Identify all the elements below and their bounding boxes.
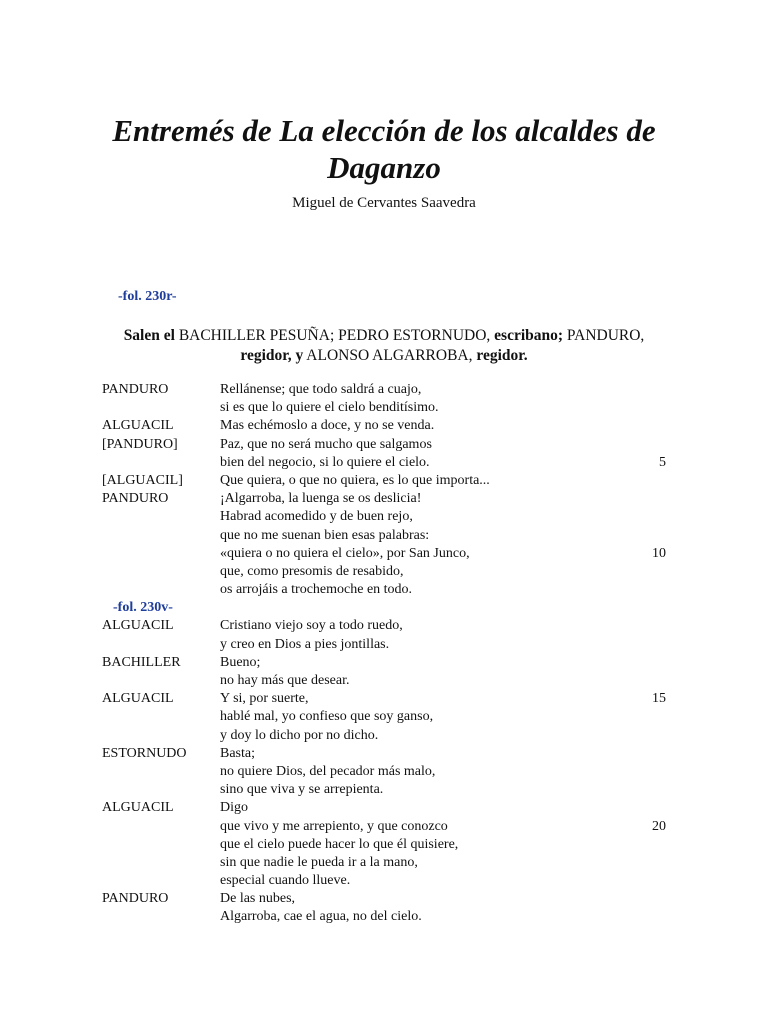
- verse-line: [0, 799, 768, 817]
- verse-text: Que quiera, o que no quiera, es lo que importa...: [220, 472, 490, 488]
- verse-text: sin que nadie le pueda ir a la mano,: [220, 854, 418, 870]
- verse-text: especial cuando llueve.: [220, 873, 351, 889]
- verse-line: [0, 836, 768, 854]
- verse-text: «quiera o no quiera el cielo», por San Junco,: [220, 545, 470, 561]
- speaker-name: ALGUACIL: [102, 418, 174, 434]
- speaker-name: PANDURO: [102, 491, 169, 507]
- line-number: 20: [652, 818, 666, 834]
- speaker-name: ALGUACIL: [102, 800, 174, 816]
- verse-text: Y si, por suerte,: [220, 691, 309, 707]
- speaker-name: ALGUACIL: [102, 691, 174, 707]
- verse-line: [0, 818, 768, 836]
- verse-text: Paz, que no será mucho que salgamos: [220, 436, 432, 452]
- verse-line: [0, 581, 768, 599]
- verse-text: no quiere Dios, del pecador más malo,: [220, 763, 436, 779]
- verse-text: que el cielo puede hacer lo que él quisiere,: [220, 836, 459, 852]
- verse-text: bien del negocio, si lo quiere el cielo.: [220, 454, 430, 470]
- verse-text: Mas echémoslo a doce, y no se venda.: [220, 418, 435, 434]
- folio-marker-230v: -fol. 230v-: [113, 600, 173, 616]
- verse-lines: [0, 381, 768, 927]
- verse-text: sino que viva y se arrepienta.: [220, 782, 384, 798]
- verse-line: [0, 636, 768, 654]
- speaker-name: PANDURO: [102, 382, 169, 397]
- verse-text: os arrojáis a trochemoche en todo.: [220, 582, 413, 598]
- stage-salen: Salen el: [123, 327, 175, 344]
- speaker-name: BACHILLER: [102, 654, 181, 670]
- verse-line: [0, 763, 768, 781]
- verse-line: [0, 617, 768, 635]
- verse-line: [0, 508, 768, 526]
- verse-line: [0, 872, 768, 890]
- stage-alonso: ALONSO ALGARROBA,: [306, 347, 473, 364]
- document-title: Entremés de La elección de los alcaldes de Daganzo: [112, 113, 656, 185]
- stage-escribano: escribano;: [494, 327, 564, 344]
- verse-text: y doy lo dicho por no dicho.: [220, 727, 379, 743]
- verse-text: Habrad acomedido y de buen rejo,: [220, 509, 413, 525]
- line-number: 5: [659, 454, 666, 470]
- verse-line: [0, 454, 768, 472]
- speaker-name: [ALGUACIL]: [102, 472, 183, 488]
- verse-line: [0, 563, 768, 581]
- verse-text: no hay más que desear.: [220, 673, 350, 688]
- verse-line: [0, 745, 768, 763]
- verse-text: Digo: [220, 800, 248, 816]
- stage-panduro: PANDURO,: [566, 327, 645, 344]
- stage-regidor: regidor.: [476, 347, 528, 364]
- verse-text: que, como presomis de resabido,: [220, 563, 404, 579]
- author-name: Miguel de Cervantes Saavedra: [292, 195, 476, 211]
- verse-text: que vivo y me arrepiento, y que conozco: [220, 818, 448, 834]
- verse-text: Basta;: [220, 745, 255, 761]
- verse-line: [0, 672, 768, 690]
- verse-line: [0, 436, 768, 454]
- verse-line: [0, 654, 768, 672]
- verse-line: [0, 472, 768, 490]
- folio-marker-row: [0, 599, 768, 617]
- verse-line: [0, 727, 768, 745]
- line-number: 10: [652, 545, 666, 561]
- stage-bachiller: BACHILLER PESUÑA; PEDRO ESTORNUDO,: [178, 327, 491, 344]
- verse-line: [0, 490, 768, 508]
- verse-line: [0, 545, 768, 563]
- speaker-name: ALGUACIL: [102, 618, 174, 634]
- verse-line: [0, 417, 768, 435]
- verse-line: [0, 908, 768, 926]
- stage-regidor-y: regidor, y: [240, 347, 304, 364]
- speaker-name: ESTORNUDO: [102, 745, 187, 761]
- line-number: 15: [652, 691, 666, 707]
- verse-line: [0, 690, 768, 708]
- verse-text: hablé mal, yo confieso que soy ganso,: [220, 709, 434, 725]
- verse-line: [0, 854, 768, 872]
- verse-text: que no me suenan bien esas palabras:: [220, 527, 430, 543]
- verse-text: si es que lo quiere el cielo benditísimo.: [220, 400, 439, 416]
- verse-text: Rellánense; que todo saldrá a cuajo,: [220, 382, 422, 397]
- verse-line: [0, 890, 768, 908]
- speaker-name: [PANDURO]: [102, 436, 178, 452]
- verse-text: Cristiano viejo soy a todo ruedo,: [220, 618, 403, 634]
- folio-marker-230r: -fol. 230r-: [118, 289, 177, 304]
- verse-text: Algarroba, cae el agua, no del cielo.: [220, 909, 422, 925]
- verse-text: De las nubes,: [220, 891, 296, 907]
- verse-line: [0, 781, 768, 799]
- verse-line: [0, 399, 768, 417]
- verse-text: ¡Algarroba, la luenga se os deslicia!: [220, 491, 422, 507]
- verse-text: y creo en Dios a pies jontillas.: [220, 636, 390, 652]
- stage-direction: [100, 326, 668, 366]
- verse-line: [0, 527, 768, 545]
- verse-line: [0, 381, 768, 399]
- speaker-name: PANDURO: [102, 891, 169, 907]
- verse-text: Bueno;: [220, 654, 261, 670]
- verse-line: [0, 708, 768, 726]
